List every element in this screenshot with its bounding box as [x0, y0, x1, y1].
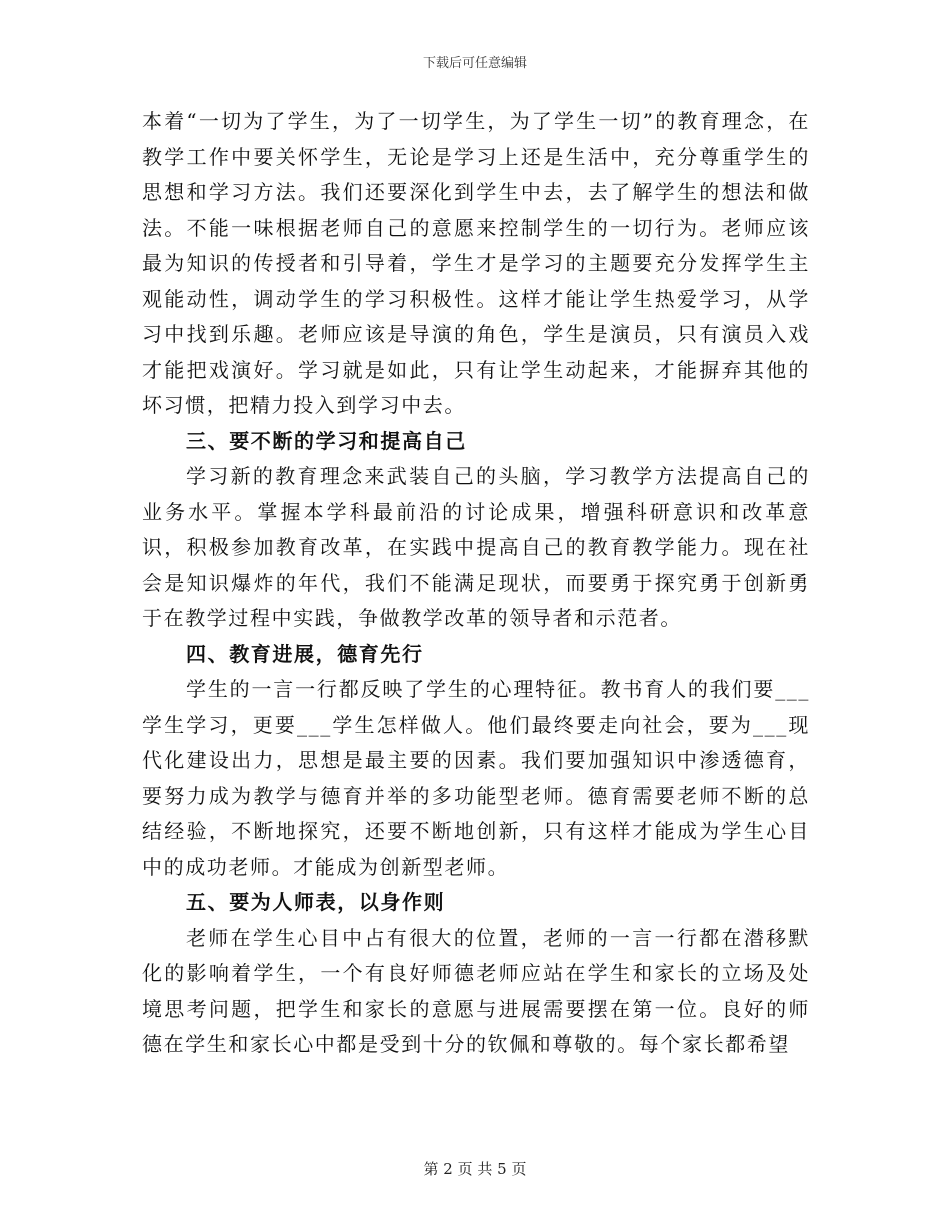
- paragraph-role-model: 老师在学生心目中占有很大的位置，老师的一言一行都在潜移默化的影响着学生，一个有良好师德老师应站在学生和家长的立场及处境思考问题，把学生和家长的意愿与进展需要摆在第一位。良好的师德在学生和家长心中都是受到十分的钦佩和尊敬的。每个家长都希望: [142, 925, 810, 1056]
- header-note: 下载后可任意编辑: [422, 56, 527, 71]
- heading-section-3: 三、要不断的学习和提高自己: [186, 428, 467, 453]
- heading-section-4: 四、教育进展，德育先行: [186, 641, 424, 666]
- paragraph-education-philosophy: 本着“一切为了学生，为了一切学生，为了学生一切”的教育理念，在教学工作中要关怀学生，无论是学习上还是生活中，充分尊重学生的思想和学习方法。我们还要深化到学生中去，去了解学生的想法和做法。不能一味根据老师自己的意愿来控制学生的一切行为。老师应该最为知识的传授者和引导着，学生才是学习的主题要充分发挥学生主观能动性，调动学生的学习积极性。这样才能让学生热爱学习，从学习中找到乐趣。老师应该是导演的角色，学生是演员，只有演员入戏才能把戏演好。学习就是如此，只有让学生动起来，才能摒弃其他的坏习惯，把精力投入到学习中去。: [142, 109, 810, 417]
- page-number: 第 2 页 共 5 页: [423, 1160, 527, 1178]
- heading-section-5: 五、要为人师表，以身作则: [186, 890, 446, 914]
- paragraph-continuous-learning: 学习新的教育理念来武装自己的头脑，学习教学方法提高自己的业务水平。掌握本学科最前沿的讨论成果，增强科研意识和改革意识，积极参加教育改革，在实践中提高自己的教育教学能力。现在社会是知识爆炸的年代，我们不能满足现状，而要勇于探究勇于创新勇于在教学过程中实践，争做教学改革的领导者和示范者。: [142, 464, 810, 630]
- document-body: [142, 104, 810, 1063]
- paragraph-moral-education: 学生的一言一行都反映了学生的心理特征。教书育人的我们要___学生学习，更要___学生怎样做人。他们最终要走向社会，要为___现代化建设出力，思想是最主要的因素。我们要加强知识中渗透德育，要努力成为教学与德育并举的多功能型老师。德育需要老师不断的总结经验，不断地探究，还要不断地创新，只有这样才能成为学生心目中的成功老师。才能成为创新型老师。: [142, 677, 810, 879]
